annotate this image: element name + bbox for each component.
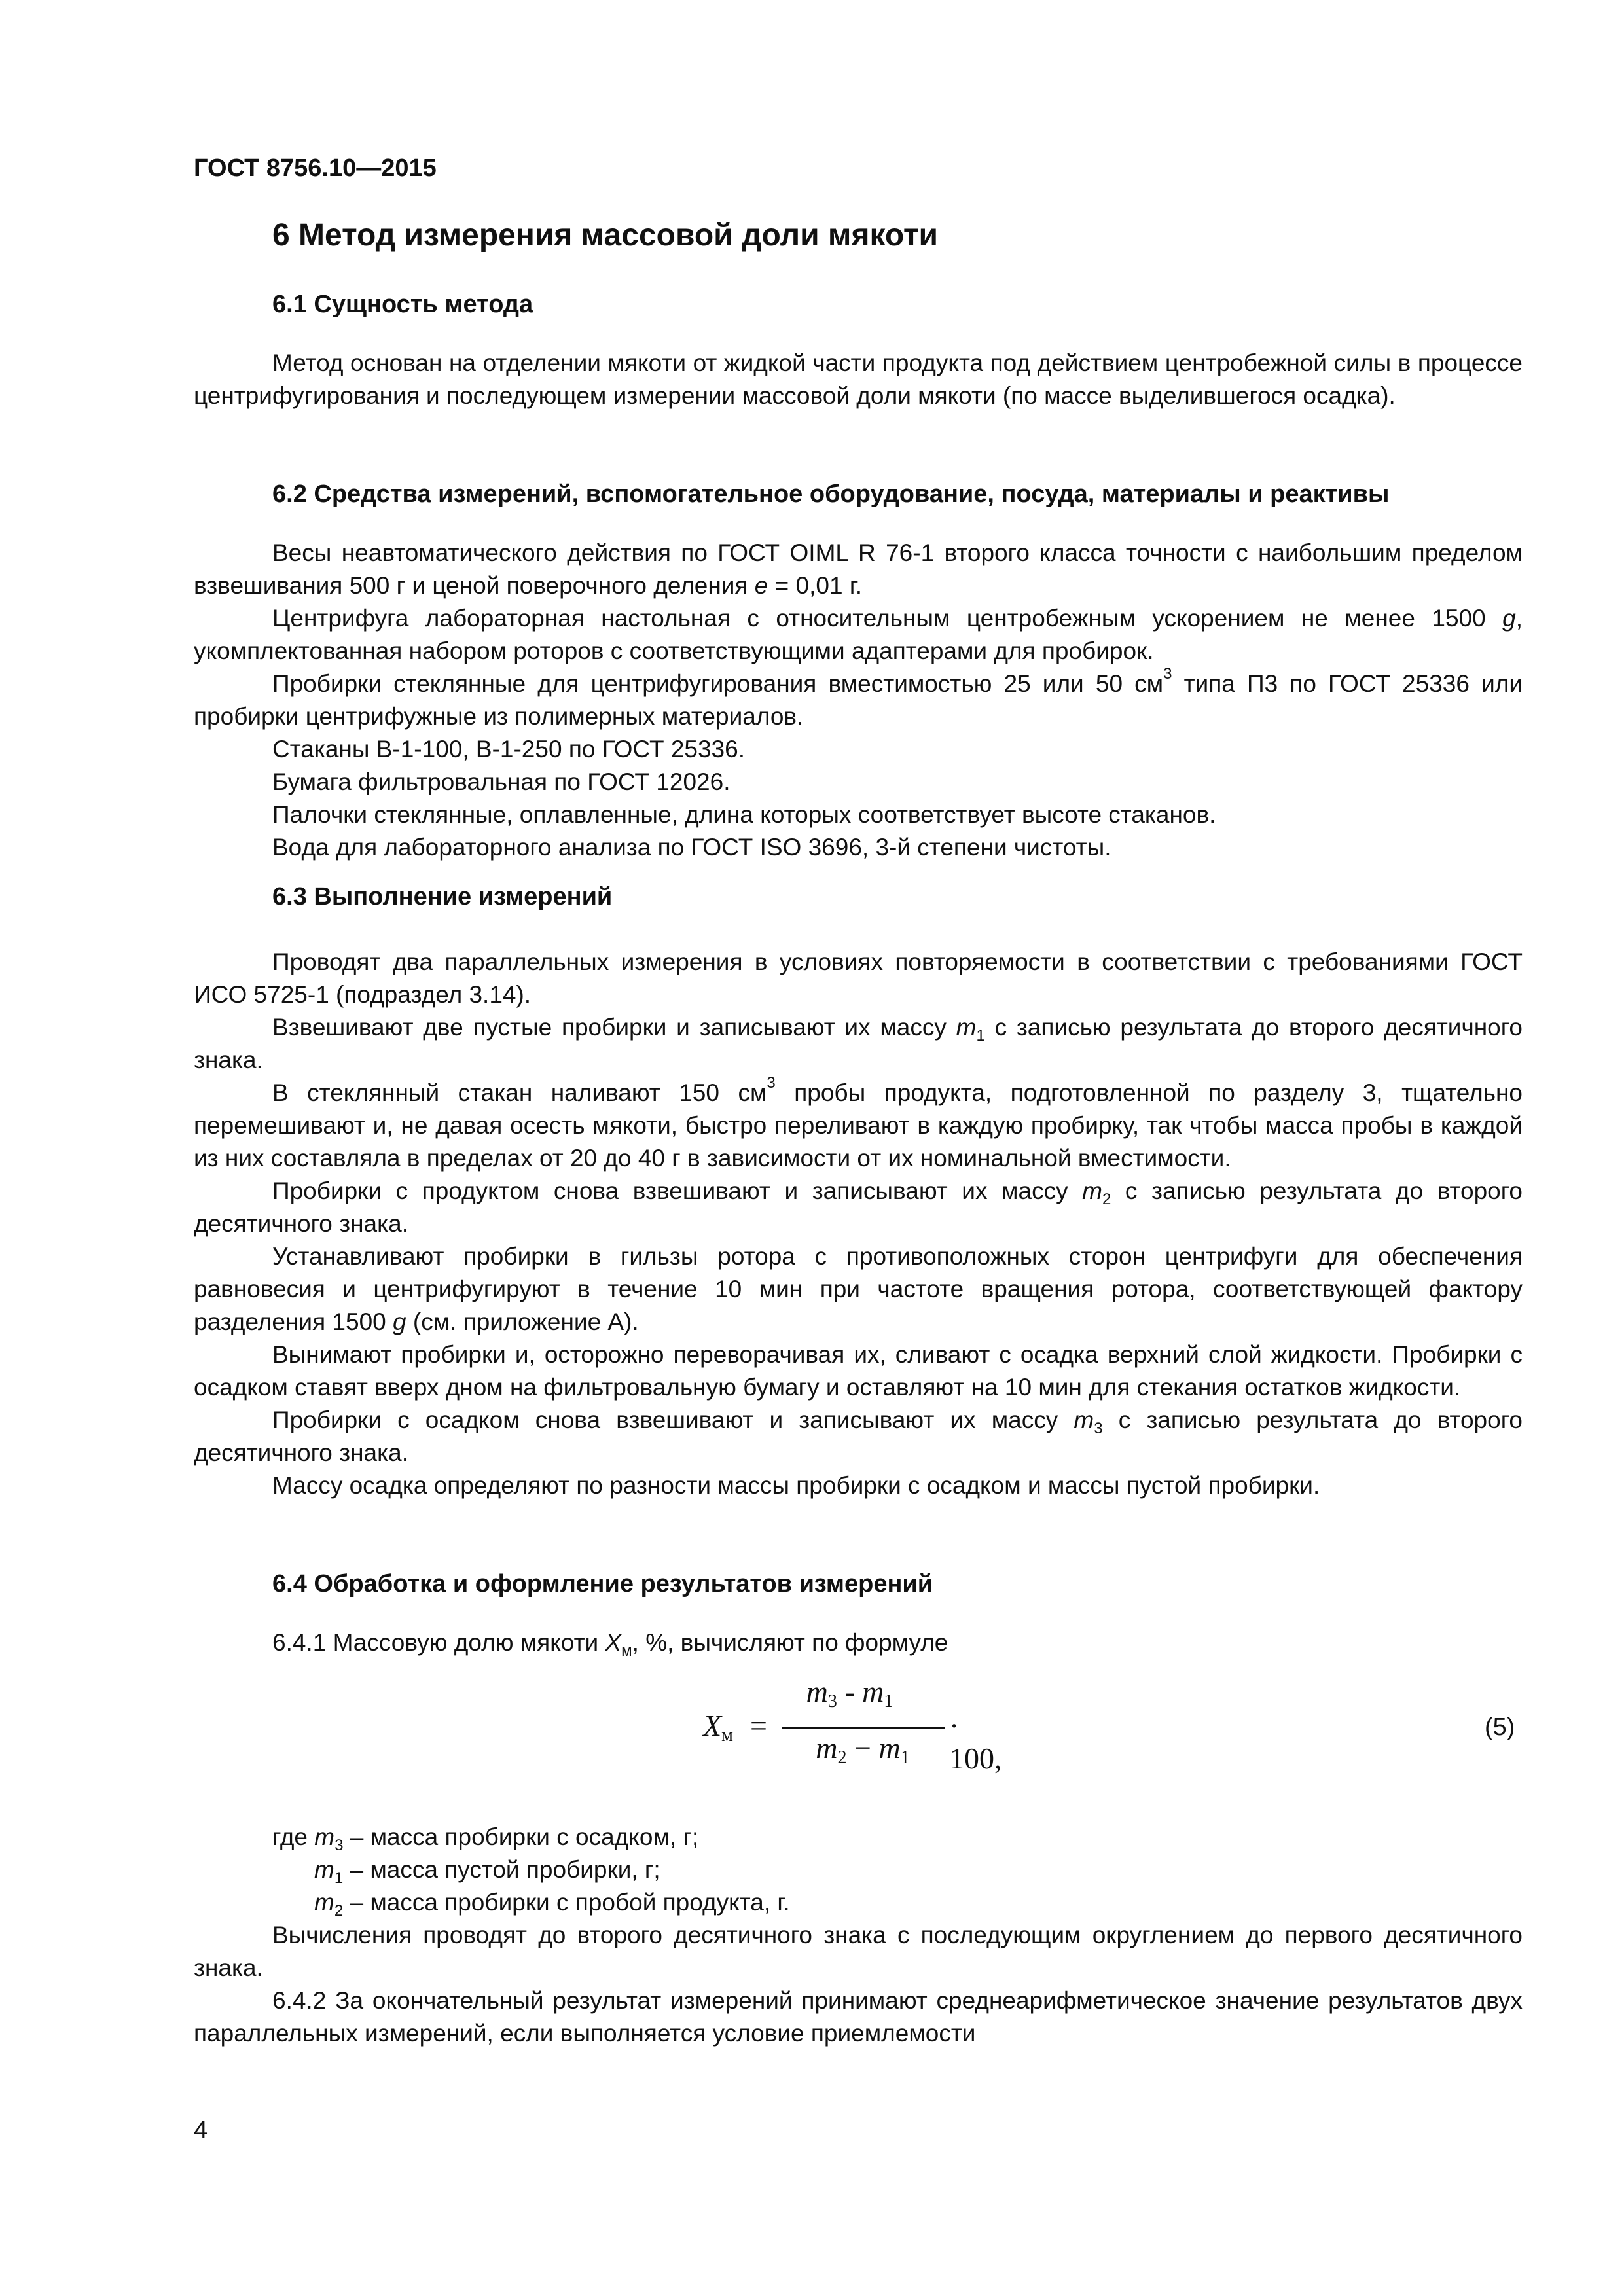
page-number: 4	[194, 2117, 208, 2144]
paragraph: Весы неавтоматического действия по ГОСТ OIML R 76-1 второго класса точности с наибольшим пределом взвешивания 500 г и ценой поверочного деления e = 0,01 г.	[194, 539, 1523, 599]
document-id: ГОСТ 8756.10—2015	[194, 154, 437, 182]
paragraph: Пробирки стеклянные для центрифугирования вместимостью 25 или 50 $см^3$ типа П3 по ГОСТ 25336 или пробирки центрифужные из полимерных материалов.	[194, 665, 1523, 730]
formula-numerator: $m_3 - m_1$	[806, 1675, 893, 1712]
formula-lhs: $X_м$	[703, 1709, 733, 1746]
paragraph: Устанавливают пробирки в гильзы ротора с противоположных сторон центрифуги для обеспечения равновесия и центрифугируют в течение 10 мин при частоте вращения ротора, соответствующей фактору разделения 1500 g (см. приложение А).	[194, 1243, 1523, 1335]
section-6-1-title: 6.1 Сущность метода	[272, 291, 533, 318]
paragraph: Массу осадка определяют по разности массы пробирки с осадком и массы пустой пробирки.	[272, 1472, 1320, 1499]
section-6-3-title: 6.3 Выполнение измерений	[272, 883, 613, 910]
section-6-3-body	[194, 946, 1523, 1502]
paragraph: Взвешивают две пустые пробирки и записывают их массу $m_1$ с записью результата до второго десятичного знака.	[194, 1014, 1523, 1073]
formula-5	[700, 1676, 1001, 1774]
formula-tail: · 100,	[949, 1709, 1002, 1775]
section-6-4-title: 6.4 Обработка и оформление результатов измерений	[272, 1570, 933, 1598]
formula-equals: =	[750, 1709, 767, 1742]
paragraph: Палочки стеклянные, оплавленные, длина которых соответствует высоте стаканов.	[272, 801, 1216, 828]
paragraph: Бумага фильтровальная по ГОСТ 12026.	[272, 768, 731, 795]
paragraph: Центрифуга лабораторная настольная с относительным центробежным ускорением не менее 1500 g, укомплектованная набором роторов с соответствующими адаптерами для пробирок.	[194, 605, 1523, 664]
paragraph: Метод основан на отделении мякоти от жидкой части продукта под действием центробежной силы в процессе центрифугирования и последующем измерении массовой доли мякоти (по массе выделившегося осадка).	[194, 350, 1523, 409]
section-6-4-body	[194, 1919, 1523, 2050]
section-6-title: 6 Метод измерения массовой доли мякоти	[272, 218, 938, 253]
section-6-1-body	[194, 347, 1523, 412]
paragraph: Вычисления проводят до второго десятичного знака с последующим округлением до первого десятичного знака.	[194, 1922, 1523, 1981]
legend-row: где $m_3$ – масса пробирки с осадком, г;	[272, 1823, 699, 1854]
formula-number: (5)	[1485, 1713, 1515, 1741]
paragraph: Проводят два параллельных измерения в условиях повторяемости в соответствии с требованиями ГОСТ ИСО 5725-1 (подраздел 3.14).	[194, 948, 1523, 1008]
legend-row: $m_2$ – масса пробирки с пробой продукта, г.	[314, 1889, 790, 1920]
formula-legend	[272, 1821, 790, 1919]
legend-row: $m_1$ – масса пустой пробирки, г;	[314, 1856, 660, 1887]
paragraph: Вода для лабораторного анализа по ГОСТ ISO 3696, 3-й степени чистоты.	[272, 834, 1111, 861]
paragraph: Пробирки с осадком снова взвешивают и записывают их массу $m_3$ с записью результата до второго десятичного знака.	[194, 1407, 1523, 1466]
paragraph-6-4-1: 6.4.1 Массовую долю мякоти $X_м$, %, вычисляют по формуле	[272, 1629, 948, 1660]
fraction-bar	[782, 1727, 945, 1729]
paragraph: Пробирки с продуктом снова взвешивают и записывают их массу $m_2$ с записью результата до второго десятичного знака.	[194, 1177, 1523, 1237]
paragraph: Вынимают пробирки и, осторожно переворачивая их, сливают с осадка верхний слой жидкости. Пробирки с осадком ставят вверх дном на фильтровальную бумагу и оставляют на 10 мин для стекания остатков жидкости.	[194, 1341, 1523, 1401]
formula-denominator: $m_2 - m_1$	[816, 1731, 910, 1768]
section-6-2-body	[194, 537, 1523, 864]
paragraph: Стаканы В-1-100, В-1-250 по ГОСТ 25336.	[272, 736, 745, 762]
paragraph-6-4-2: 6.4.2 За окончательный результат измерений принимают среднеарифметическое значение результатов двух параллельных измерений, если выполняется условие приемлемости	[194, 1987, 1523, 2047]
section-6-2-title: 6.2 Средства измерений, вспомогательное оборудование, посуда, материалы и реактивы	[272, 480, 1390, 508]
paragraph: В стеклянный стакан наливают 150 $см^3$ пробы продукта, подготовленной по разделу 3, тщательно перемешивают и, не давая осесть мякоти, быстро переливают в каждую пробирку, так чтобы масса пробы в каждой из них составляла в пределах от 20 до 40 г в зависимости от их номинальной вместимости.	[194, 1074, 1523, 1172]
